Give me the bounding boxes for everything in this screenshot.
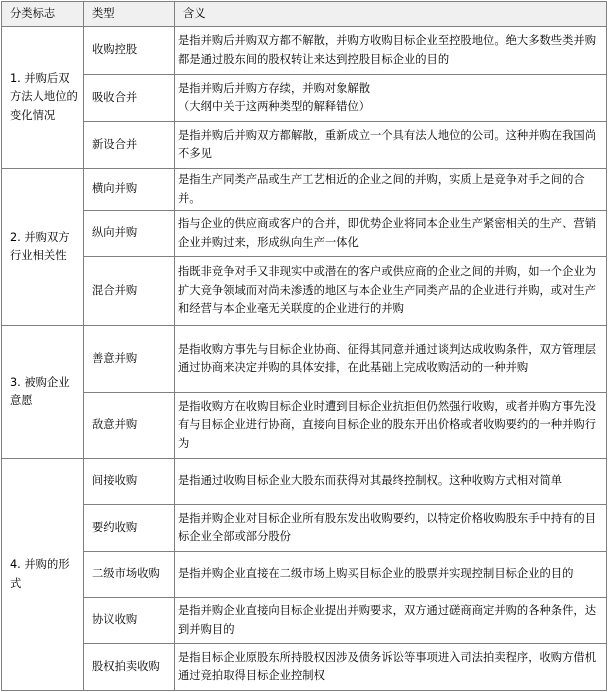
- meaning-cell: 是指并购企业直接向目标企业提出并购要求，双方通过磋商商定并购的各种条件，达到并购目的: [175, 598, 607, 644]
- header-type: 类型: [84, 2, 175, 27]
- table-row: [2, 211, 607, 257]
- header-meaning: 含义: [175, 2, 607, 27]
- meaning-cell: 是指生产同类产品或生产工艺相近的企业之间的并购，实质上是竞争对手之间的合并。: [175, 169, 607, 211]
- type-cell: 协议收购: [84, 598, 175, 644]
- table-row: [2, 598, 607, 644]
- meaning-cell: [175, 75, 607, 122]
- type-cell: 敌意并购: [84, 393, 175, 459]
- table-row: [2, 122, 607, 169]
- type-cell: 间接收购: [84, 459, 175, 505]
- meaning-cell: 是指目标企业原股东所持股权因涉及债务诉讼等事项进入司法拍卖程序，收购方借机通过竞拍取得目标企业控制权: [175, 644, 607, 691]
- type-cell: 纵向并购: [84, 211, 175, 257]
- type-cell: 要约收购: [84, 505, 175, 552]
- table-row: [2, 459, 607, 505]
- meaning-cell: 是指并购企业直接在二级市场上购买目标企业的股票并实现控制目标企业的目的: [175, 552, 607, 598]
- type-cell: 混合并购: [84, 257, 175, 326]
- type-cell: 善意并购: [84, 326, 175, 393]
- table-row: [2, 326, 607, 393]
- meaning-cell: 是指并购后并购双方都不解散，并购方收购目标企业至控股地位。绝大多数些类并购都是通过股东间的股权转让来达到控股目标企业的目的: [175, 27, 607, 75]
- type-cell: 横向并购: [84, 169, 175, 211]
- type-cell: 收购控股: [84, 27, 175, 75]
- type-cell: 二级市场收购: [84, 552, 175, 598]
- category-cell: 4. 并购的形式: [2, 459, 84, 691]
- type-cell: 股权拍卖收购: [84, 644, 175, 691]
- meaning-cell: 是指并购企业对目标企业所有股东发出收购要约，以特定价格收购股东手中持有的目标企业全部或部分股份: [175, 505, 607, 552]
- header-category: 分类标志: [2, 2, 84, 27]
- table-row: [2, 169, 607, 211]
- meaning-note: （大纲中关于这两种类型的解释错位）: [178, 100, 371, 113]
- merger-classification-table: [1, 1, 607, 691]
- table-row: [2, 393, 607, 459]
- meaning-cell: 是指通过收购目标企业大股东而获得对其最终控制权。这种收购方式相对简单: [175, 459, 607, 505]
- header-row: [2, 2, 607, 27]
- table-row: [2, 27, 607, 75]
- category-cell: 2. 并购双方行业相关性: [2, 169, 84, 326]
- table-row: [2, 552, 607, 598]
- meaning-cell: 指既非竞争对手又非现实中或潜在的客户或供应商的企业之间的并购，如一个企业为扩大竞争领域而对尚未渗透的地区与本企业生产同类产品的企业进行并购，或对生产和经营与本企业毫无关联度的企业进行的并购: [175, 257, 607, 326]
- table-row: [2, 505, 607, 552]
- table-row: [2, 257, 607, 326]
- table-row: [2, 644, 607, 691]
- category-cell: 1. 并购后双方法人地位的变化情况: [2, 27, 84, 169]
- type-cell: 吸收合并: [84, 75, 175, 122]
- meaning-cell: 是指收购方在收购目标企业时遭到目标企业抗拒但仍然强行收购，或者并购方事先没有与目标企业进行协商，直接向目标企业的股东开出价格或者收购要约的一种并购行为: [175, 393, 607, 459]
- meaning-cell: 是指收购方事先与目标企业协商、征得其同意并通过谈判达成收购条件，双方管理层通过协商来决定并购的具体安排，在此基础上完成收购活动的一种并购: [175, 326, 607, 393]
- type-cell: 新设合并: [84, 122, 175, 169]
- meaning-cell: 指与企业的供应商或客户的合并，即优势企业将同本企业生产紧密相关的生产、营销企业并购过来，形成纵向生产一体化: [175, 211, 607, 257]
- table-row: [2, 75, 607, 122]
- meaning-cell: 是指并购后并购双方都解散，重新成立一个具有法人地位的公司。这种并购在我国尚不多见: [175, 122, 607, 169]
- category-cell: 3. 被购企业意愿: [2, 326, 84, 459]
- meaning-text: 是指并购后并购方存续，并购对象解散: [178, 81, 371, 95]
